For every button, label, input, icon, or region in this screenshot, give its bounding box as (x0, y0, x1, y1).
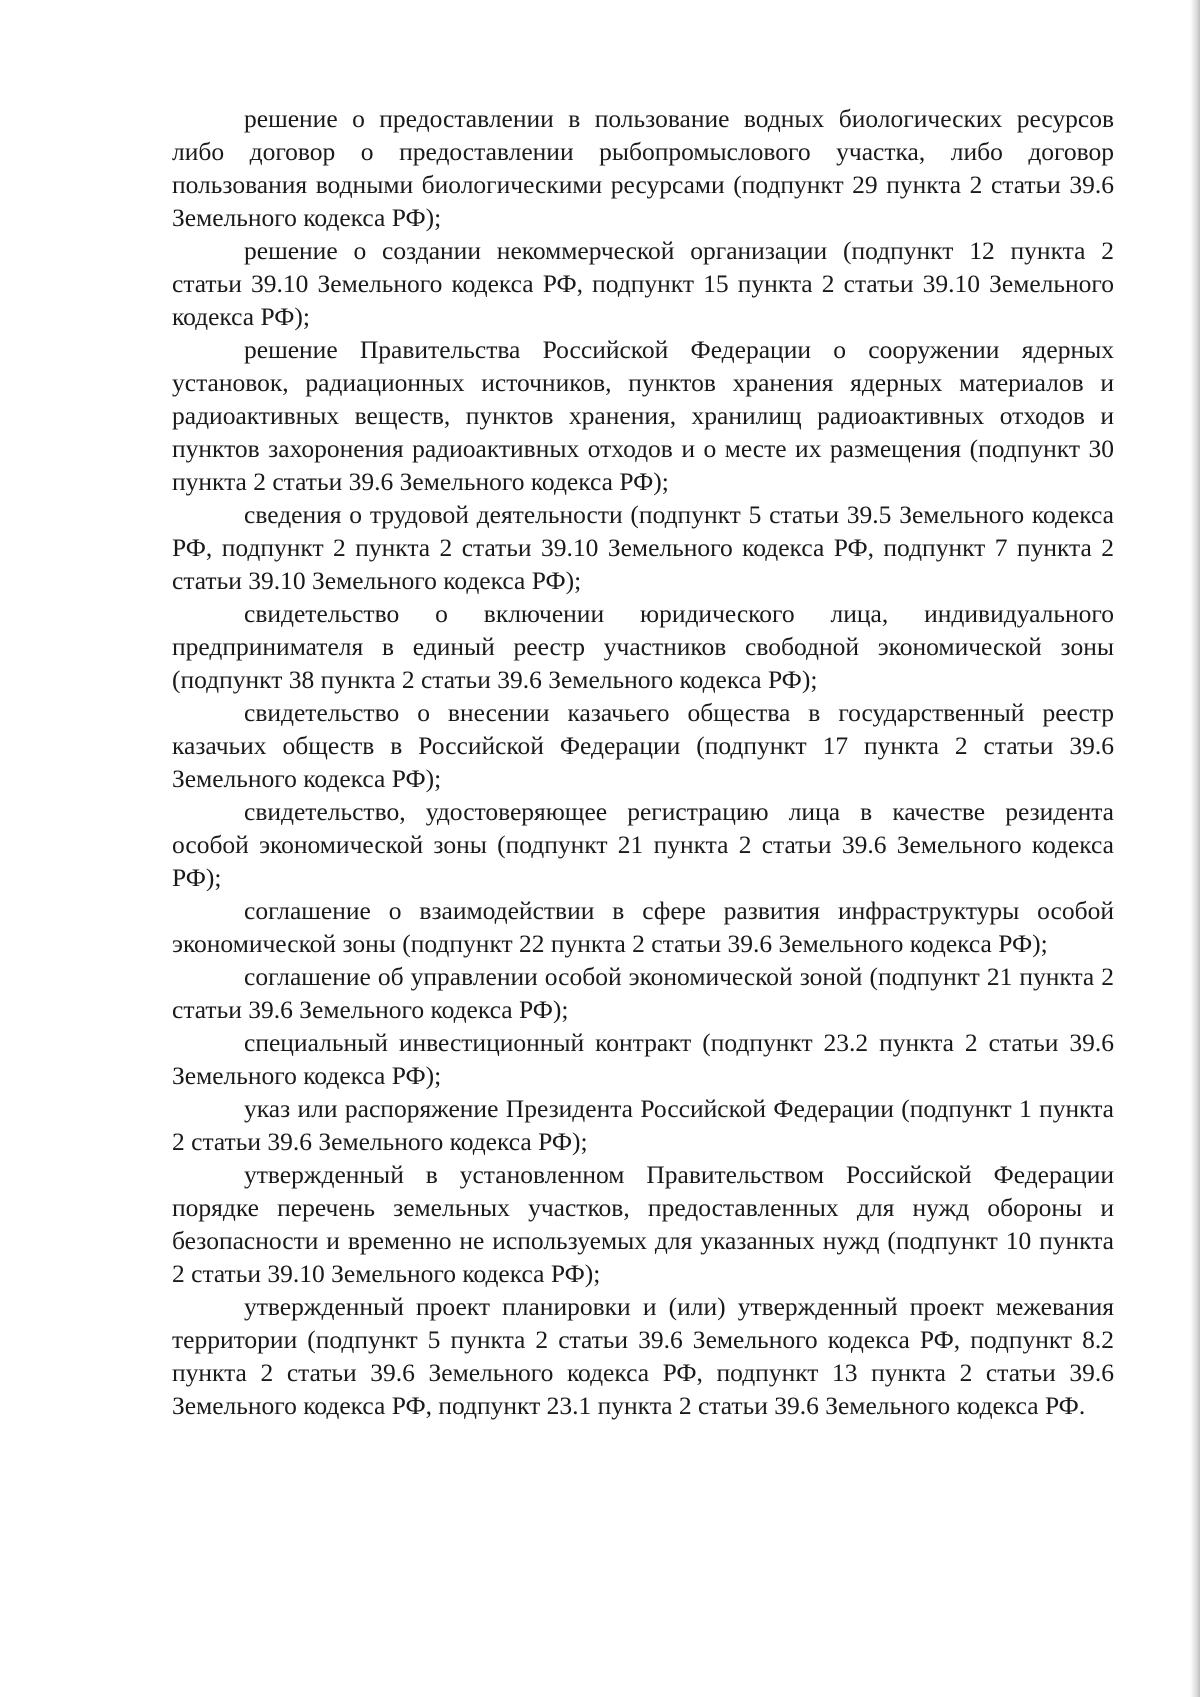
paragraph-1: решение о предоставлении в пользование водных биологических ресурсов либо договор о предоставлении рыбопромыслового участка, либо договор пользования водными биологическими ресурсами (подпункт 29 пункта 2 статьи 39.6 Земельного кодекса РФ); (172, 104, 1114, 232)
paragraph-8: соглашение о взаимодействии в сфере развития инфраструктуры особой экономической зоны (подпункт 22 пункта 2 статьи 39.6 Земельного кодекса РФ); (172, 896, 1114, 958)
paragraph-10: специальный инвестиционный контракт (подпункт 23.2 пункта 2 статьи 39.6 Земельного кодекса РФ); (172, 1028, 1114, 1090)
paragraph-9: соглашение об управлении особой экономической зоной (подпункт 21 пункта 2 статьи 39.6 Земельного кодекса РФ); (172, 962, 1114, 1024)
paragraph-3: решение Правительства Российской Федерации о сооружении ядерных установок, радиационных источников, пунктов хранения ядерных материалов и радиоактивных веществ, пунктов хранения, хранилищ радиоактивных отходов и пунктов захоронения радиоактивных отходов и о месте их размещения (подпункт 30 пункта 2 статьи 39.6 Земельного кодекса РФ); (172, 335, 1114, 496)
paragraph-11: указ или распоряжение Президента Российской Федерации (подпункт 1 пункта 2 статьи 39.6 Земельного кодекса РФ); (172, 1094, 1114, 1156)
paragraph-12: утвержденный в установленном Правительством Российской Федерации порядке перечень земельных участков, предоставленных для нужд обороны и безопасности и временно не используемых для указанных нужд (подпункт 10 пункта 2 статьи 39.10 Земельного кодекса РФ); (172, 1160, 1114, 1288)
paragraph-6: свидетельство о внесении казачьего общества в государственный реестр казачьих обществ в Российской Федерации (подпункт 17 пункта 2 статьи 39.6 Земельного кодекса РФ); (172, 698, 1114, 793)
page-edge-shadow (1190, 0, 1200, 1697)
paragraph-13: утвержденный проект планировки и (или) утвержденный проект межевания территории (подпункт 5 пункта 2 статьи 39.6 Земельного кодекса РФ, подпункт 8.2 пункта 2 статьи 39.6 Земельного кодекса РФ, подпункт 13 пункта 2 статьи 39.6 Земельного кодекса РФ, подпункт 23.1 пункта 2 статьи 39.6 Земельного кодекса РФ. (172, 1292, 1114, 1420)
paragraph-5: свидетельство о включении юридического лица, индивидуального предпринимателя в единый реестр участников свободной экономической зоны (подпункт 38 пункта 2 статьи 39.6 Земельного кодекса РФ); (172, 599, 1114, 694)
paragraph-2: решение о создании некоммерческой организации (подпункт 12 пункта 2 статьи 39.10 Земельного кодекса РФ, подпункт 15 пункта 2 статьи 39.10 Земельного кодекса РФ); (172, 236, 1114, 331)
paragraph-4: сведения о трудовой деятельности (подпункт 5 статьи 39.5 Земельного кодекса РФ, подпункт 2 пункта 2 статьи 39.10 Земельного кодекса РФ, подпункт 7 пункта 2 статьи 39.10 Земельного кодекса РФ); (172, 500, 1114, 595)
paragraph-7: свидетельство, удостоверяющее регистрацию лица в качестве резидента особой экономической зоны (подпункт 21 пункта 2 статьи 39.6 Земельного кодекса РФ); (172, 797, 1114, 892)
document-body (172, 102, 1114, 1422)
